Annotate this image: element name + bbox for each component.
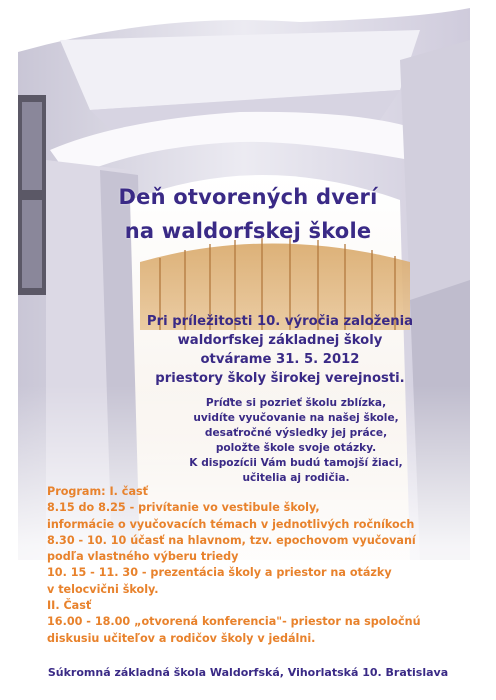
invitation-line: položte škole svoje otázky. bbox=[215, 442, 377, 454]
program-line: 8.30 - 10. 10 účasť na hlavnom, tzv. epochovom vyučovaní bbox=[47, 533, 416, 547]
intro-text bbox=[70, 312, 490, 388]
program-line: diskusiu učiteľov a rodičov školy v jedálni. bbox=[47, 631, 316, 645]
school-address-footer: Súkromná základná škola Waldorfská, Vihorlatská 10. Bratislava bbox=[47, 666, 449, 679]
intro-line: priestory školy širokej verejnosti. bbox=[155, 371, 405, 386]
invitation-line: učitelia aj rodičia. bbox=[242, 472, 350, 484]
intro-line: waldorfskej základnej školy bbox=[177, 333, 383, 348]
program-line: II. Časť bbox=[47, 599, 92, 613]
intro-line: Pri príležitosti 10. výročia založenia bbox=[146, 314, 414, 329]
invitation-text bbox=[150, 396, 442, 486]
invitation-line: Príďte si pozrieť školu zblízka, bbox=[205, 397, 387, 409]
program-line: 8.15 do 8.25 - privítanie vo vestibule školy, bbox=[47, 501, 320, 515]
invitation-line: uvidíte vyučovanie na našej škole, bbox=[193, 412, 399, 424]
invitation-line: K dispozícii Vám budú tamojší žiaci, bbox=[189, 457, 403, 469]
program-schedule bbox=[47, 484, 487, 647]
program-line: Program: I. časť bbox=[47, 485, 148, 498]
intro-line: otvárame 31. 5. 2012 bbox=[200, 352, 360, 367]
program-line: informácie o vyučovacích témach v jednotlivých ročníkoch bbox=[47, 517, 415, 531]
program-line: 10. 15 - 11. 30 - prezentácia školy a priestor na otázky bbox=[47, 566, 392, 580]
program-line: v telocvični školy. bbox=[47, 582, 159, 596]
poster-title-line2: na waldorfskej škole bbox=[124, 219, 372, 243]
invitation-line: desaťročné výsledky jej práce, bbox=[204, 427, 388, 439]
program-line: podľa vlastného výberu triedy bbox=[47, 550, 239, 564]
program-line: 16.00 - 18.00 „otvorená konferencia"- priestor na spoločnú bbox=[47, 615, 421, 629]
poster-title-line1: Deň otvorených dverí bbox=[118, 185, 378, 209]
